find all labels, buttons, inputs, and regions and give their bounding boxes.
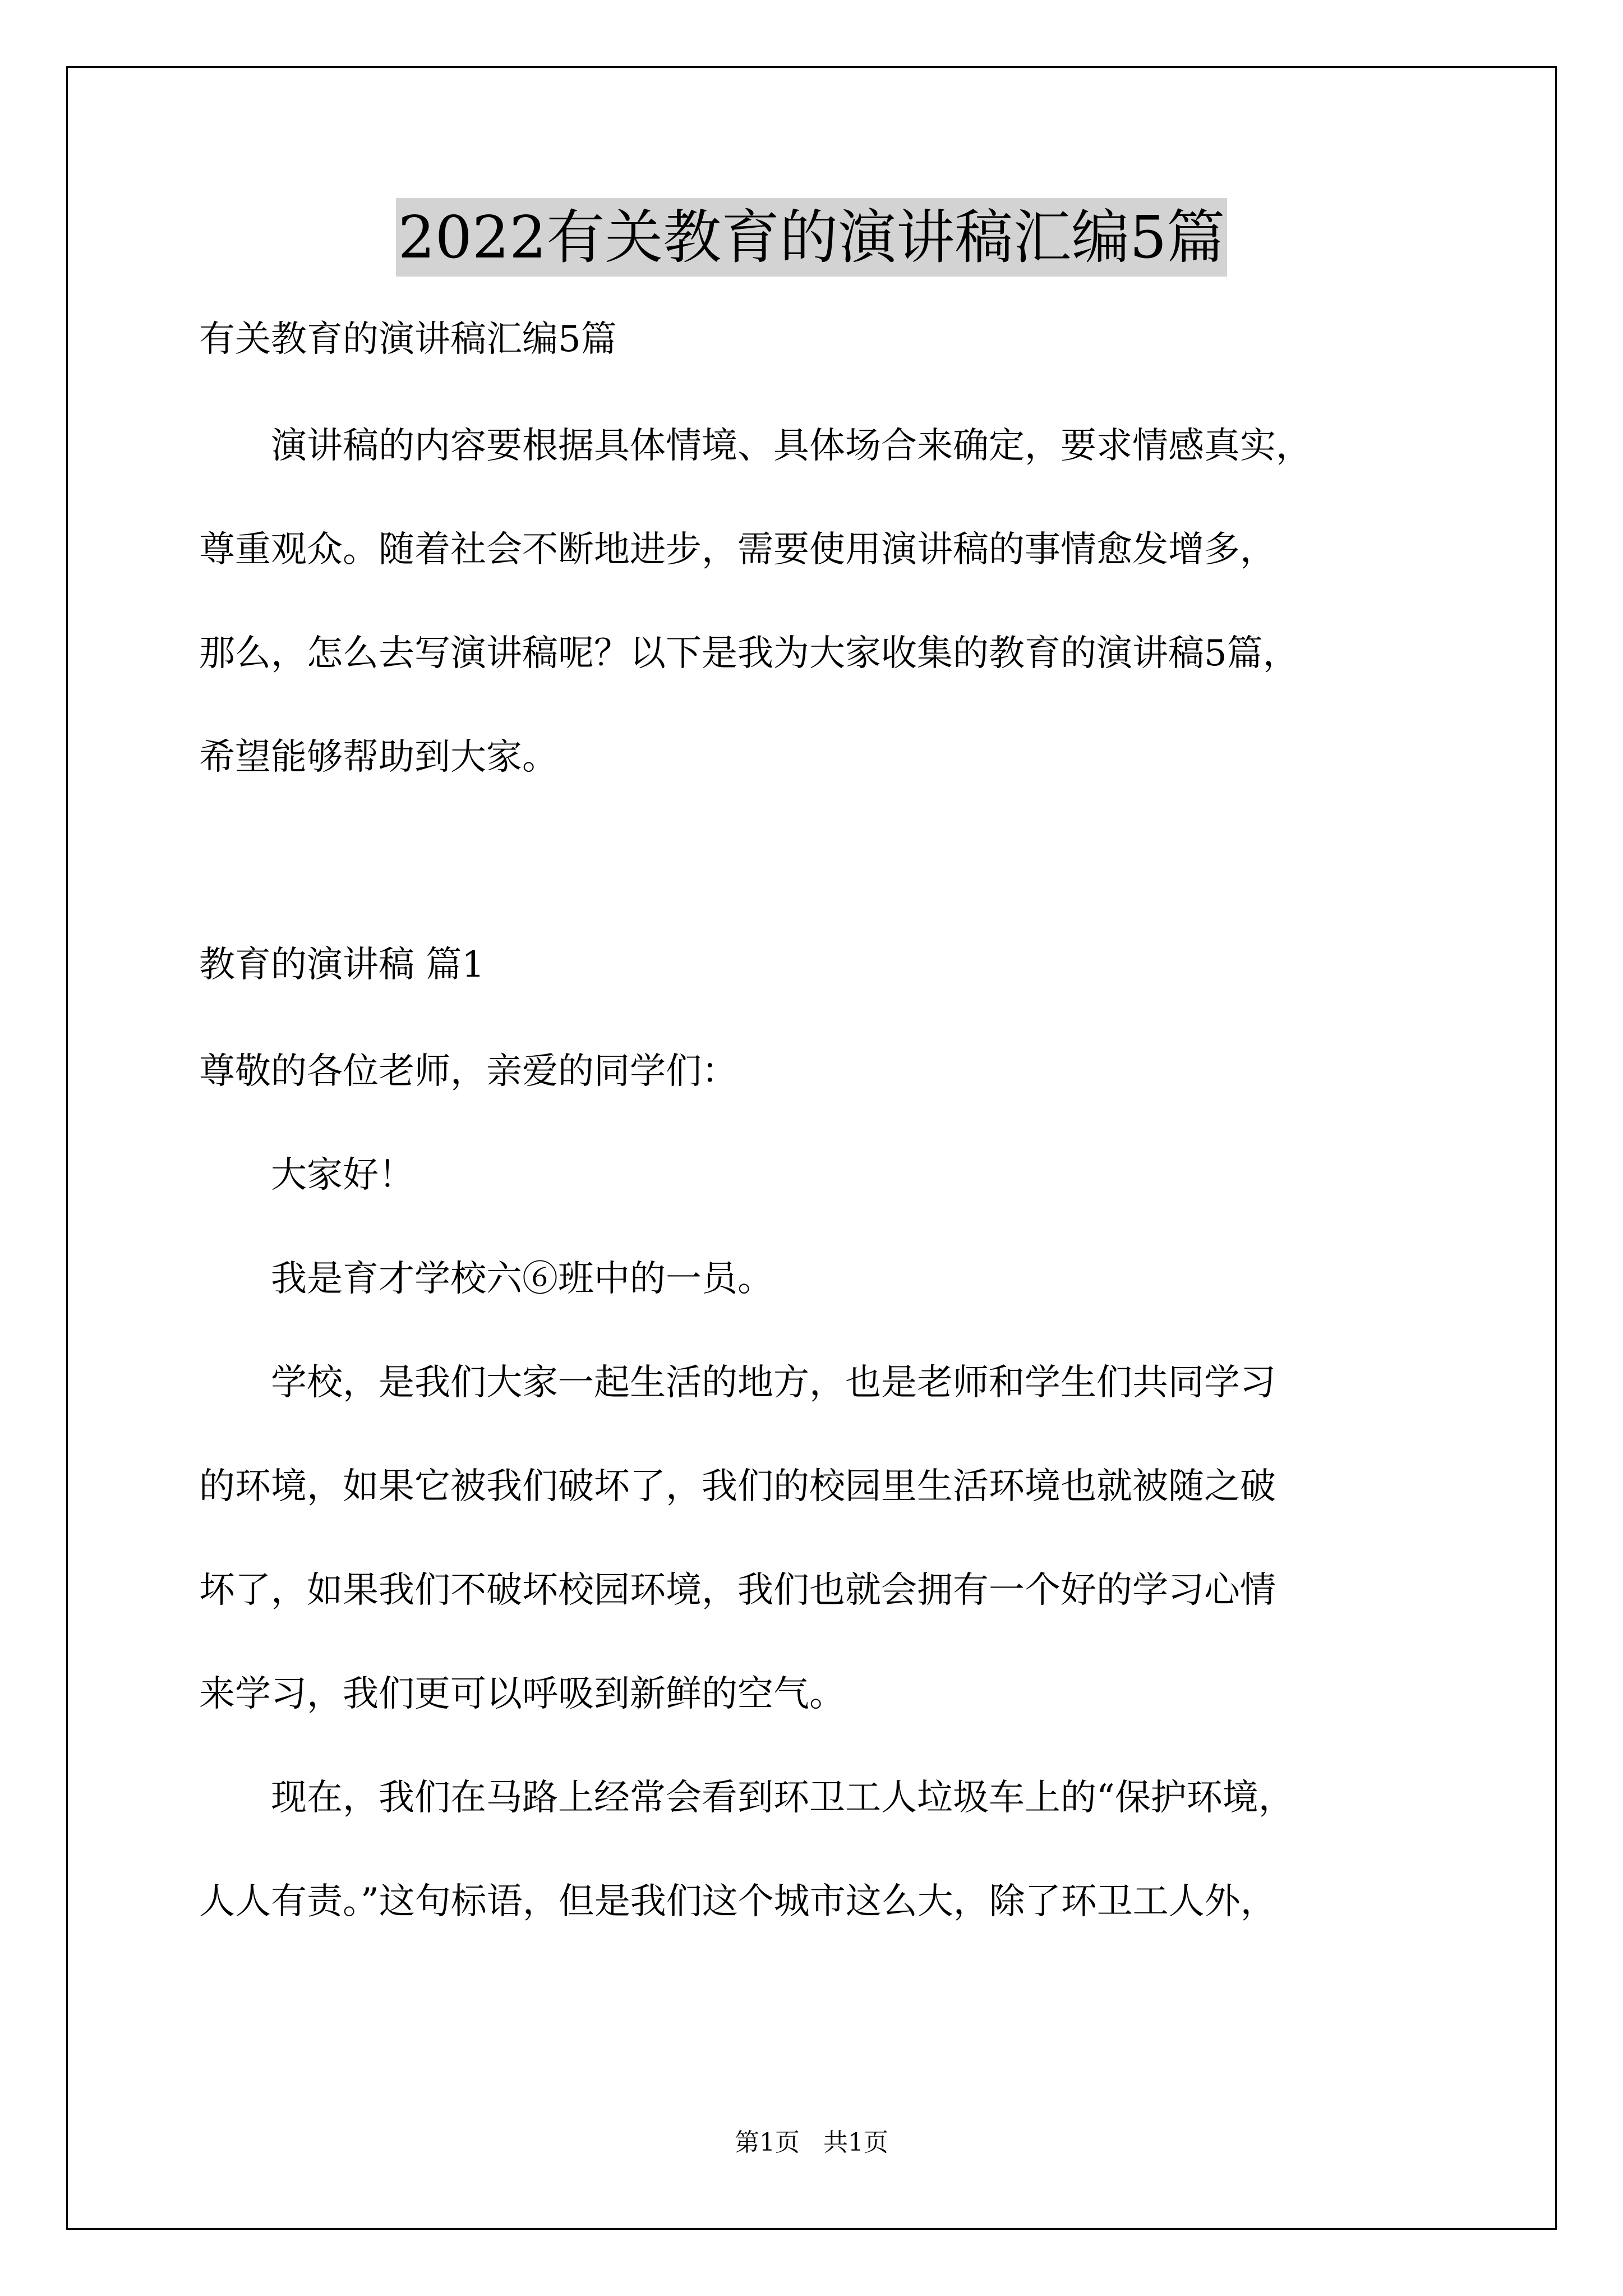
salutation-line: 尊敬的各位老师，亲爱的同学们：	[199, 1051, 737, 1092]
paragraph-line: 我是育才学校六⑥班中的一员。	[199, 1258, 773, 1300]
paragraph-line: 人人有责。”这句标语，但是我们这个城市这么大，除了环卫工人外，	[199, 1881, 1276, 1922]
paragraph-line: 现在，我们在马路上经常会看到环卫工人垃圾车上的“保护环境，	[199, 1777, 1294, 1819]
paragraph-line: 来学习，我们更可以呼吸到新鲜的空气。	[199, 1673, 845, 1715]
paragraph-line: 演讲稿的内容要根据具体情境、具体场合来确定，要求情感真实，	[199, 425, 1312, 467]
page-total: 共1页	[823, 2128, 888, 2157]
subtitle-line: 有关教育的演讲稿汇编5篇	[199, 319, 617, 360]
paragraph-line: 的环境，如果它被我们破坏了，我们的校园里生活环境也就被随之破	[199, 1466, 1276, 1507]
page-footer	[0, 2126, 1623, 2160]
paragraph-line: 那么，怎么去写演讲稿呢？以下是我为大家收集的教育的演讲稿5篇，	[199, 633, 1299, 674]
paragraph-line: 尊重观众。随着社会不断地进步，需要使用演讲稿的事情愈发增多，	[199, 529, 1276, 570]
paragraph-line: 坏了，如果我们不破坏校园环境，我们也就会拥有一个好的学习心情	[199, 1570, 1276, 1611]
title-block	[0, 198, 1623, 277]
section-heading: 教育的演讲稿 篇1	[199, 944, 485, 986]
page-number: 第1页	[735, 2128, 800, 2157]
greeting-line: 大家好！	[199, 1154, 414, 1196]
paragraph-line: 希望能够帮助到大家。	[199, 737, 558, 778]
document-title: 2022有关教育的演讲稿汇编5篇	[396, 198, 1228, 277]
paragraph-line: 学校，是我们大家一起生活的地方，也是老师和学生们共同学习	[199, 1362, 1276, 1404]
